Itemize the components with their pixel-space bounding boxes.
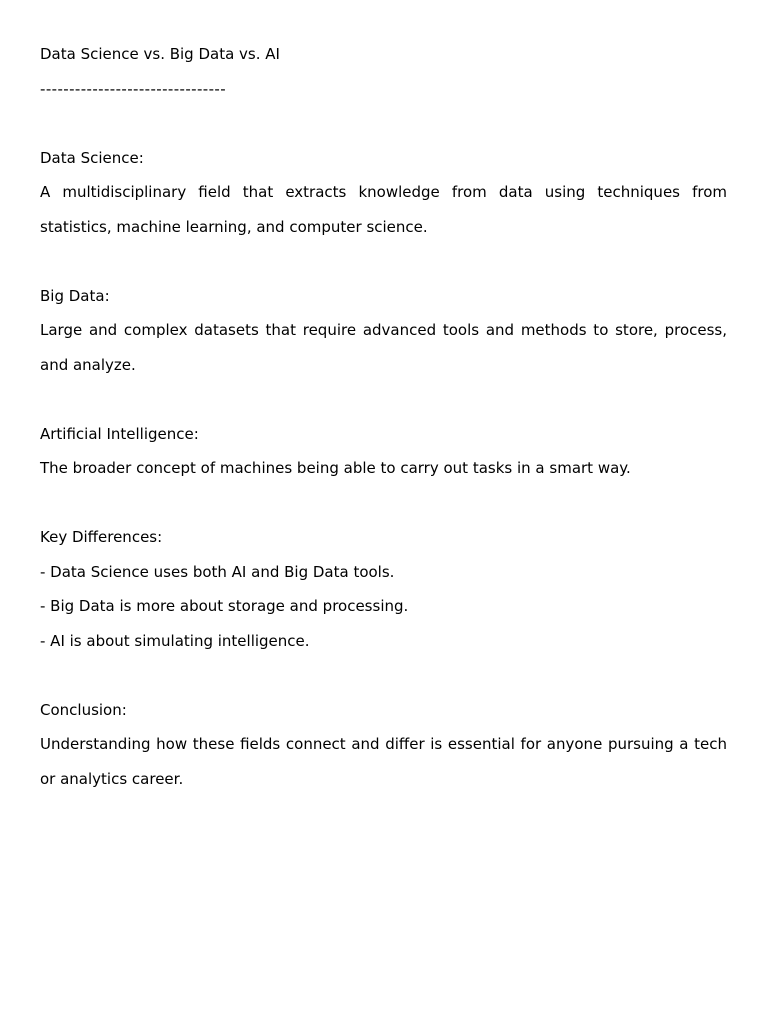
spacer (40, 244, 727, 279)
spacer (40, 486, 727, 521)
section-body-ai: The broader concept of machines being able to carry out tasks in a smart way. (40, 459, 631, 477)
list-item: - Big Data is more about storage and processing. (40, 597, 409, 615)
spacer (40, 382, 727, 417)
list-item: - Data Science uses both AI and Big Data tools. (40, 562, 395, 581)
title-divider: -------------------------------- (40, 79, 227, 98)
section-heading-big-data: Big Data: (40, 286, 110, 305)
document-page (40, 37, 727, 796)
section-body-data-science: A multidisciplinary field that extracts knowledge from data using techniques from statistics, machine learning, and computer science. (40, 183, 727, 236)
document-title: Data Science vs. Big Data vs. AI (40, 45, 280, 63)
section-heading-key-differences: Key Differences: (40, 528, 163, 546)
section-body-big-data: Large and complex datasets that require advanced tools and methods to store, process, and analyze. (40, 321, 727, 374)
section-heading-conclusion: Conclusion: (40, 700, 127, 719)
spacer (40, 658, 727, 693)
section-body-conclusion: Understanding how these fields connect and differ is essential for anyone pursuing a tech or analytics career. (40, 735, 727, 788)
section-heading-data-science: Data Science: (40, 148, 144, 167)
section-heading-ai: Artificial Intelligence: (40, 424, 199, 443)
list-item: - AI is about simulating intelligence. (40, 631, 310, 650)
spacer (40, 106, 727, 141)
